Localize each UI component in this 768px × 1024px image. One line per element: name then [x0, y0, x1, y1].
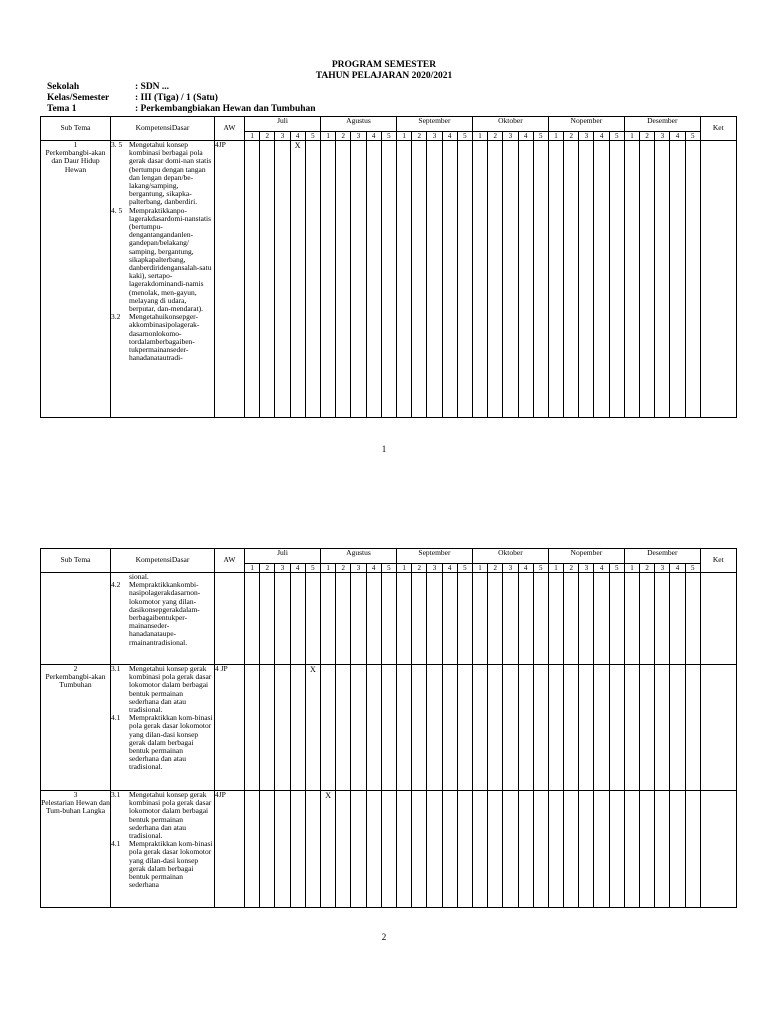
header-week-number: 4 [518, 564, 533, 573]
kd-text: Mempraktikkankombi-nasipolagerakdasarnon-lokomotor yang dilan-dasikonsepgerakdalam-berbagaibentukper-mainanseder-hanadanataupe-rmainantradisional. [129, 580, 201, 647]
week-cell [457, 665, 472, 791]
schedule-mark: X [305, 665, 320, 791]
header-week-number: 4 [290, 132, 305, 141]
week-cell [260, 141, 275, 418]
week-cell [336, 665, 351, 791]
week-cell [548, 141, 563, 418]
header-row-months [41, 549, 737, 564]
week-cell [609, 573, 624, 665]
week-cell [670, 141, 685, 418]
header-month: Juli [245, 117, 321, 132]
week-cell [396, 791, 411, 908]
header-week-number: 5 [533, 564, 548, 573]
week-cell [245, 791, 260, 908]
kd-number: 4.1 [111, 713, 121, 723]
week-cell [564, 791, 579, 908]
header-week-number: 5 [305, 132, 320, 141]
week-cell [381, 141, 396, 418]
week-cell [655, 791, 670, 908]
kd-text: Mengetahuikonsepger-akkombinasipolagerak-dasarnonlokomo-tordalamberbagaiben-tukpermainanseder-hanadanatautradi- [129, 312, 200, 363]
aw-cell: 4JP [215, 141, 245, 418]
ket-cell [700, 141, 736, 418]
sub-tema-number: 3 [73, 790, 78, 799]
header-week-number: 2 [640, 132, 655, 141]
week-cell [412, 665, 427, 791]
week-cell [260, 573, 275, 665]
sub-tema-number: 2 [73, 664, 78, 673]
program-table-page-2 [40, 548, 737, 908]
kompetensi-dasar-cell [111, 665, 215, 791]
week-cell [548, 573, 563, 665]
header-week-number: 3 [655, 132, 670, 141]
week-cell [488, 665, 503, 791]
header-week-number: 4 [290, 564, 305, 573]
header-month: Agustus [320, 117, 396, 132]
header-week-number: 3 [351, 564, 366, 573]
week-cell [533, 573, 548, 665]
week-cell [503, 573, 518, 665]
header-week-number: 3 [579, 132, 594, 141]
week-cell [594, 791, 609, 908]
week-cell [488, 791, 503, 908]
sub-tema-cell [41, 573, 111, 665]
week-cell [548, 791, 563, 908]
header-week-number: 2 [488, 132, 503, 141]
schedule-mark: X [320, 791, 335, 908]
header-sub-tema: Sub Tema [41, 117, 111, 141]
week-cell [518, 573, 533, 665]
aw-cell: 4JP [215, 791, 245, 908]
week-cell [245, 665, 260, 791]
header-week-number: 1 [320, 564, 335, 573]
header-month: Desember [624, 117, 700, 132]
week-cell [503, 791, 518, 908]
header-week-number: 5 [457, 132, 472, 141]
sub-tema-name: Perkembangbi-akan dan Daur Hidup Hewan [45, 148, 106, 174]
header-week-number: 1 [245, 564, 260, 573]
meta-label: Kelas/Semester [47, 93, 110, 103]
header-week-number: 1 [396, 132, 411, 141]
week-cell [564, 141, 579, 418]
week-cell [305, 141, 320, 418]
week-cell [655, 141, 670, 418]
header-week-number: 3 [579, 564, 594, 573]
week-cell [579, 141, 594, 418]
week-cell [366, 791, 381, 908]
week-cell [245, 141, 260, 418]
kd-number: 4.2 [111, 580, 121, 590]
header-week-number: 2 [564, 564, 579, 573]
header-week-number: 2 [260, 564, 275, 573]
header-month: Nopember [548, 549, 624, 564]
week-cell [336, 141, 351, 418]
table-row [41, 665, 737, 791]
week-cell [320, 573, 335, 665]
week-cell [488, 573, 503, 665]
header-week-number: 4 [594, 564, 609, 573]
kd-item [111, 791, 214, 840]
header-week-number: 3 [275, 132, 290, 141]
week-cell [457, 573, 472, 665]
week-cell [412, 141, 427, 418]
week-cell [624, 791, 639, 908]
week-cell [655, 665, 670, 791]
header-week-number: 4 [518, 132, 533, 141]
kd-text: Mengetahui konsep kombinasi berbagai pola gerak dasar domi-nan statis (bertumpu dengan tangan dan lengan depan/be-lakang/samping, bergantung, sikapka-palterbang, danberdiri. [129, 140, 212, 207]
header-week-number: 3 [351, 132, 366, 141]
week-cell [518, 791, 533, 908]
week-cell [685, 665, 700, 791]
week-cell [579, 665, 594, 791]
week-cell [305, 791, 320, 908]
header-week-number: 2 [488, 564, 503, 573]
kompetensi-dasar-cell [111, 573, 215, 665]
sub-tema-cell [41, 665, 111, 791]
week-cell [624, 665, 639, 791]
header-week-number: 5 [381, 564, 396, 573]
header-week-number: 5 [533, 132, 548, 141]
week-cell [366, 665, 381, 791]
meta-value: : III (Tiga) / 1 (Satu) [135, 93, 218, 103]
header-week-number: 3 [503, 564, 518, 573]
week-cell [518, 665, 533, 791]
header-week-number: 4 [366, 132, 381, 141]
header-week-number: 5 [609, 564, 624, 573]
header-aw: AW [215, 549, 245, 573]
header-week-number: 2 [564, 132, 579, 141]
week-cell [366, 141, 381, 418]
week-cell [594, 665, 609, 791]
program-table-page-1 [40, 116, 737, 418]
kd-item [111, 581, 214, 647]
week-cell [655, 573, 670, 665]
week-cell [670, 665, 685, 791]
week-cell [427, 791, 442, 908]
document-subtitle: TAHUN PELAJARAN 2020/2021 [315, 71, 453, 81]
week-cell [320, 141, 335, 418]
kd-item [111, 207, 214, 314]
header-week-number: 5 [305, 564, 320, 573]
week-cell [624, 573, 639, 665]
week-cell [381, 573, 396, 665]
kd-item [111, 313, 214, 362]
table-row [41, 791, 737, 908]
week-cell [290, 791, 305, 908]
week-cell [275, 141, 290, 418]
sub-tema-name: Perkembangbi-akan Tumbuhan [45, 672, 106, 690]
week-cell [670, 791, 685, 908]
ket-cell [700, 791, 736, 908]
aw-cell [215, 573, 245, 665]
week-cell [579, 573, 594, 665]
schedule-mark: X [290, 141, 305, 418]
week-cell [396, 573, 411, 665]
week-cell [396, 665, 411, 791]
meta-label: Sekolah [47, 82, 80, 92]
week-cell [609, 791, 624, 908]
header-week-number: 2 [336, 564, 351, 573]
week-cell [640, 141, 655, 418]
week-cell [275, 573, 290, 665]
week-cell [351, 791, 366, 908]
page-number: 1 [381, 444, 387, 454]
page-number: 2 [381, 932, 387, 942]
week-cell [685, 791, 700, 908]
week-cell [457, 791, 472, 908]
header-week-number: 2 [640, 564, 655, 573]
week-cell [275, 791, 290, 908]
header-ket: Ket [700, 117, 736, 141]
week-cell [564, 665, 579, 791]
week-cell [457, 141, 472, 418]
kd-item [111, 665, 214, 714]
week-cell [290, 665, 305, 791]
header-week-number: 1 [396, 564, 411, 573]
week-cell [564, 573, 579, 665]
week-cell [320, 665, 335, 791]
week-cell [427, 141, 442, 418]
header-aw: AW [215, 117, 245, 141]
kd-item [111, 714, 214, 771]
header-month: September [396, 117, 472, 132]
header-month: Agustus [320, 549, 396, 564]
week-cell [548, 665, 563, 791]
header-row-months [41, 117, 737, 132]
aw-cell: 4 JP [215, 665, 245, 791]
kd-item [111, 141, 214, 207]
header-month: Juli [245, 549, 321, 564]
header-week-number: 5 [685, 132, 700, 141]
header-sub-tema: Sub Tema [41, 549, 111, 573]
week-cell [533, 791, 548, 908]
sub-tema-cell [41, 141, 111, 418]
table-row [41, 573, 737, 665]
week-cell [427, 665, 442, 791]
week-cell [609, 141, 624, 418]
week-cell [351, 665, 366, 791]
meta-kelas [47, 93, 218, 104]
week-cell [503, 665, 518, 791]
meta-value: : Perkembangbiakan Hewan dan Tumbuhan [135, 104, 316, 114]
header-week-number: 3 [275, 564, 290, 573]
week-cell [260, 665, 275, 791]
week-cell [594, 573, 609, 665]
ket-cell [700, 573, 736, 665]
week-cell [503, 141, 518, 418]
header-week-number: 1 [624, 564, 639, 573]
week-cell [685, 141, 700, 418]
header-week-number: 1 [472, 132, 487, 141]
kd-text: Mengetahui konsep gerak kombinasi pola gerak dasar lokomotor dalam berbagai bentuk permainan sederhana dan atau tradisional. [129, 664, 212, 715]
week-cell [594, 141, 609, 418]
sub-tema-number: 1 [73, 140, 78, 149]
header-week-number: 1 [624, 132, 639, 141]
kd-number: 3. 5 [111, 140, 123, 149]
week-cell [442, 141, 457, 418]
week-cell [351, 573, 366, 665]
header-week-number: 4 [366, 564, 381, 573]
header-week-number: 1 [472, 564, 487, 573]
week-cell [427, 573, 442, 665]
header-week-number: 4 [670, 564, 685, 573]
header-week-number: 3 [427, 564, 442, 573]
header-month: Desember [624, 549, 700, 564]
week-cell [609, 665, 624, 791]
week-cell [685, 573, 700, 665]
table-row [41, 141, 737, 418]
ket-cell [700, 665, 736, 791]
week-cell [472, 791, 487, 908]
week-cell [624, 141, 639, 418]
kompetensi-dasar-cell [111, 791, 215, 908]
header-week-number: 3 [655, 564, 670, 573]
header-week-number: 3 [427, 132, 442, 141]
week-cell [366, 573, 381, 665]
week-cell [472, 141, 487, 418]
week-cell [488, 141, 503, 418]
kd-text: Mempraktikkanpo-lagerakdasardomi-nanstatis (bertumpu-dengantangandanlen-gandepan/belakang/ samping, bergantung, sikapkapalterbang, danberdiridengansalah-satu kaki), sertapo-lagerakdominandi-namis (menolak, men-gayun, melayang di udara, berputar, dan-mendarat). [129, 205, 212, 314]
meta-label: Tema 1 [47, 104, 77, 114]
week-cell [640, 573, 655, 665]
kd-text: Mempraktikkan kom-binasi pola gerak dasar lokomotor yang dilan-dasi konsep gerak dalam berbagai bentuk permainan sederhana dan atau tradisional. [129, 713, 213, 772]
kd-number: 3.1 [111, 790, 121, 799]
kd-text: Mengetahui konsep gerak kombinasi pola gerak dasar lokomotor dalam berbagai bentuk permainan sederhana dan atau tradisional. [129, 790, 212, 841]
week-cell [275, 665, 290, 791]
header-week-number: 5 [381, 132, 396, 141]
kd-number: 3.2 [111, 312, 121, 322]
header-month: September [396, 549, 472, 564]
week-cell [640, 665, 655, 791]
kd-number: 3.1 [111, 664, 121, 673]
header-week-number: 2 [336, 132, 351, 141]
header-week-number: 2 [412, 132, 427, 141]
header-week-number: 5 [685, 564, 700, 573]
week-cell [245, 573, 260, 665]
week-cell [442, 665, 457, 791]
kd-number: 4.1 [111, 839, 121, 849]
kd-number: 4. 5 [111, 205, 123, 215]
week-cell [518, 141, 533, 418]
week-cell [533, 665, 548, 791]
week-cell [412, 573, 427, 665]
week-cell [396, 141, 411, 418]
week-cell [640, 791, 655, 908]
meta-tema [47, 104, 316, 115]
kd-text: Mempraktikkan kom-binasi pola gerak dasar lokomotor yang dilan-dasi konsep gerak dalam berbagai bentuk permainan sederhana [129, 839, 213, 890]
week-cell [442, 573, 457, 665]
header-week-number: 4 [670, 132, 685, 141]
week-cell [336, 573, 351, 665]
header-week-number: 2 [260, 132, 275, 141]
week-cell [670, 573, 685, 665]
header-week-number: 3 [503, 132, 518, 141]
meta-value: : SDN ... [135, 82, 170, 92]
week-cell [305, 573, 320, 665]
header-week-number: 1 [320, 132, 335, 141]
week-cell [472, 665, 487, 791]
week-cell [351, 141, 366, 418]
header-month: Oktober [472, 117, 548, 132]
header-week-number: 5 [457, 564, 472, 573]
kd-text: sional. [129, 572, 149, 581]
header-week-number: 1 [548, 132, 563, 141]
kd-item [111, 840, 214, 889]
week-cell [533, 141, 548, 418]
header-ket: Ket [700, 549, 736, 573]
header-kompetensi-dasar: KompetensiDasar [111, 117, 215, 141]
header-month: Nopember [548, 117, 624, 132]
week-cell [442, 791, 457, 908]
kompetensi-dasar-cell [111, 141, 215, 418]
sub-tema-name: Pelestarian Hewan dan Tum-buhan Langka [41, 798, 110, 816]
header-kompetensi-dasar: KompetensiDasar [111, 549, 215, 573]
header-week-number: 1 [548, 564, 563, 573]
document-title: PROGRAM SEMESTER [331, 60, 437, 70]
sub-tema-cell [41, 791, 111, 908]
week-cell [472, 573, 487, 665]
week-cell [579, 791, 594, 908]
header-week-number: 4 [442, 564, 457, 573]
meta-sekolah [47, 82, 169, 93]
header-week-number: 2 [412, 564, 427, 573]
header-week-number: 4 [442, 132, 457, 141]
week-cell [290, 573, 305, 665]
header-month: Oktober [472, 549, 548, 564]
header-week-number: 5 [609, 132, 624, 141]
week-cell [412, 791, 427, 908]
week-cell [336, 791, 351, 908]
header-week-number: 4 [594, 132, 609, 141]
week-cell [381, 791, 396, 908]
week-cell [260, 791, 275, 908]
header-week-number: 1 [245, 132, 260, 141]
week-cell [381, 665, 396, 791]
